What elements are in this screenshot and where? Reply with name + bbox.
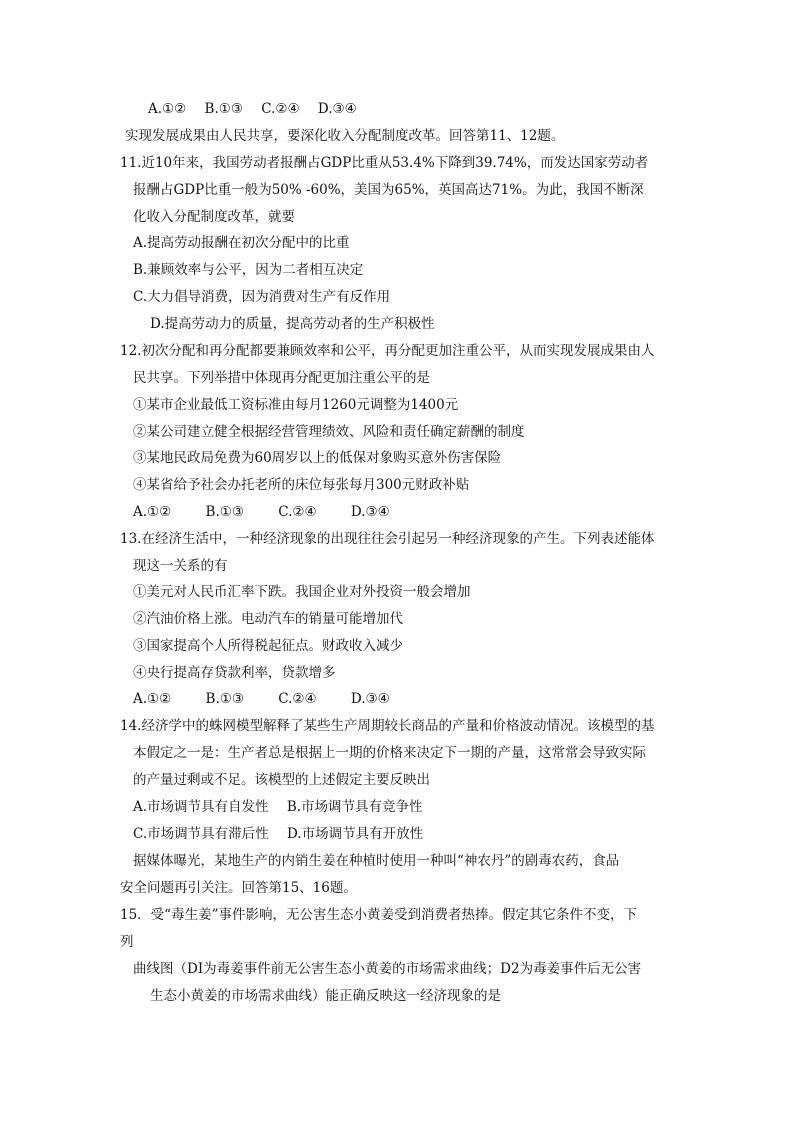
option-c: C.②④ [278, 691, 317, 707]
q11-option-d: D.提高劳动力的质量，提高劳动者的生产积极性 [150, 316, 435, 332]
q15-line-3: 曲线图（DI为毒姜事件前无公害生态小黄姜的市场需求曲线；D2为毒姜事件后无公害 [133, 961, 642, 977]
intro-15-16-line-1: 据媒体曝光，某地生产的内销生姜在种植时使用一种叫“神农丹”的剧毒农药，食品 [133, 853, 620, 869]
q12-item-1: ①某市企业最低工资标准由每月1260元调整为1400元 [133, 397, 459, 413]
q13-item-3: ③国家提高个人所得税起征点。财政收入减少 [133, 638, 403, 654]
q11-option-c: C.大力倡导消费，因为消费对生产有反作用 [133, 289, 391, 305]
q15-line-2: 列 [120, 934, 134, 950]
option-d: D.③④ [317, 101, 357, 117]
q15-line-4: 生态小黄姜的市场需求曲线）能正确反映这一经济现象的是 [150, 988, 501, 1004]
q12-item-3: ③某地民政局免费为60周岁以上的低保对象购买意外伤害保险 [133, 450, 502, 466]
q14-options-row-1 [133, 798, 437, 816]
option-b: B.①③ [205, 504, 244, 520]
q13-line-2: 现这一关系的有 [133, 558, 228, 574]
option-b: B.①③ [205, 691, 244, 707]
option-a: A.①② [133, 691, 172, 707]
q13-item-4: ④央行提高存贷款利率，贷款增多 [133, 665, 336, 681]
option-d: D.③④ [350, 691, 390, 707]
q11-option-a: A.提高劳动报酬在初次分配中的比重 [133, 235, 350, 251]
top-options [148, 100, 371, 118]
intro-11-12: 实现发展成果由人民共享，要深化收入分配制度改革。回答第11、12题。 [125, 128, 565, 144]
q11-option-b: B.兼顾效率与公平，因为二者相互决定 [133, 262, 364, 278]
q12-item-2: ②某公司建立健全根据经营管理绩效、风险和责任确定薪酬的制度 [133, 424, 525, 440]
option-c: C.②④ [261, 101, 300, 117]
q11-line-3: 化收入分配制度改革，就要 [133, 209, 295, 225]
option-a: A.①② [133, 504, 172, 520]
option-a: A.市场调节具有自发性 [133, 799, 269, 815]
option-d: D.市场调节具有开放性 [286, 826, 424, 842]
q14-line-2: 本假定之一是：生产者总是根据上一期的价格来决定下一期的产量，这常常会导致实际 [133, 745, 646, 761]
q11-line-2: 报酬占GDP比重一般为50% -60%，美国为65%，英国高达71%。为此，我国不断深 [133, 182, 644, 198]
q12-item-4: ④某省给予社会办托老所的床位每张每月300元财政补贴 [133, 477, 470, 493]
option-c: C.②④ [278, 504, 317, 520]
option-b: B.①③ [204, 101, 243, 117]
q12-line-2: 民共享。下列举措中体现再分配更加注重公平的是 [133, 370, 430, 386]
q11-line-1: 11.近10年来，我国劳动者报酬占GDP比重从53.4%下降到39.74%，而发达国家劳动者 [120, 155, 649, 171]
q14-line-3: 的产量过剩或不足。该模型的上述假定主要反映出 [133, 772, 430, 788]
option-a: A.①② [148, 101, 187, 117]
option-d: D.③④ [350, 504, 390, 520]
q14-line-1: 14.经济学中的蛛网模型解释了某些生产周期较长商品的产量和价格波动情况。该模型的基 [120, 718, 655, 734]
option-b: B.市场调节具有竞争性 [286, 799, 423, 815]
q15-line-1: 15．受“毒生姜”事件影响，无公害生态小黄姜受到消费者热捧。假定其它条件不变，下 [120, 907, 637, 923]
q13-line-1: 13.在经济生活中，一种经济现象的出现往往会引起另一种经济现象的产生。下列表述能体 [120, 531, 655, 547]
option-c: C.市场调节具有滞后性 [133, 826, 269, 842]
q13-item-1: ①美元对人民币汇率下跌。我国企业对外投资一般会增加 [133, 584, 471, 600]
q12-options [133, 503, 420, 521]
q13-item-2: ②汽油价格上涨。电动汽车的销量可能增加代 [133, 611, 403, 627]
q12-line-1: 12.初次分配和再分配都要兼顾效率和公平，再分配更加注重公平，从而实现发展成果由人 [120, 343, 655, 359]
intro-15-16-line-2: 安全问题再引关注。回答第15、16题。 [120, 880, 357, 896]
q14-options-row-2 [133, 825, 437, 843]
q13-options [133, 690, 420, 708]
